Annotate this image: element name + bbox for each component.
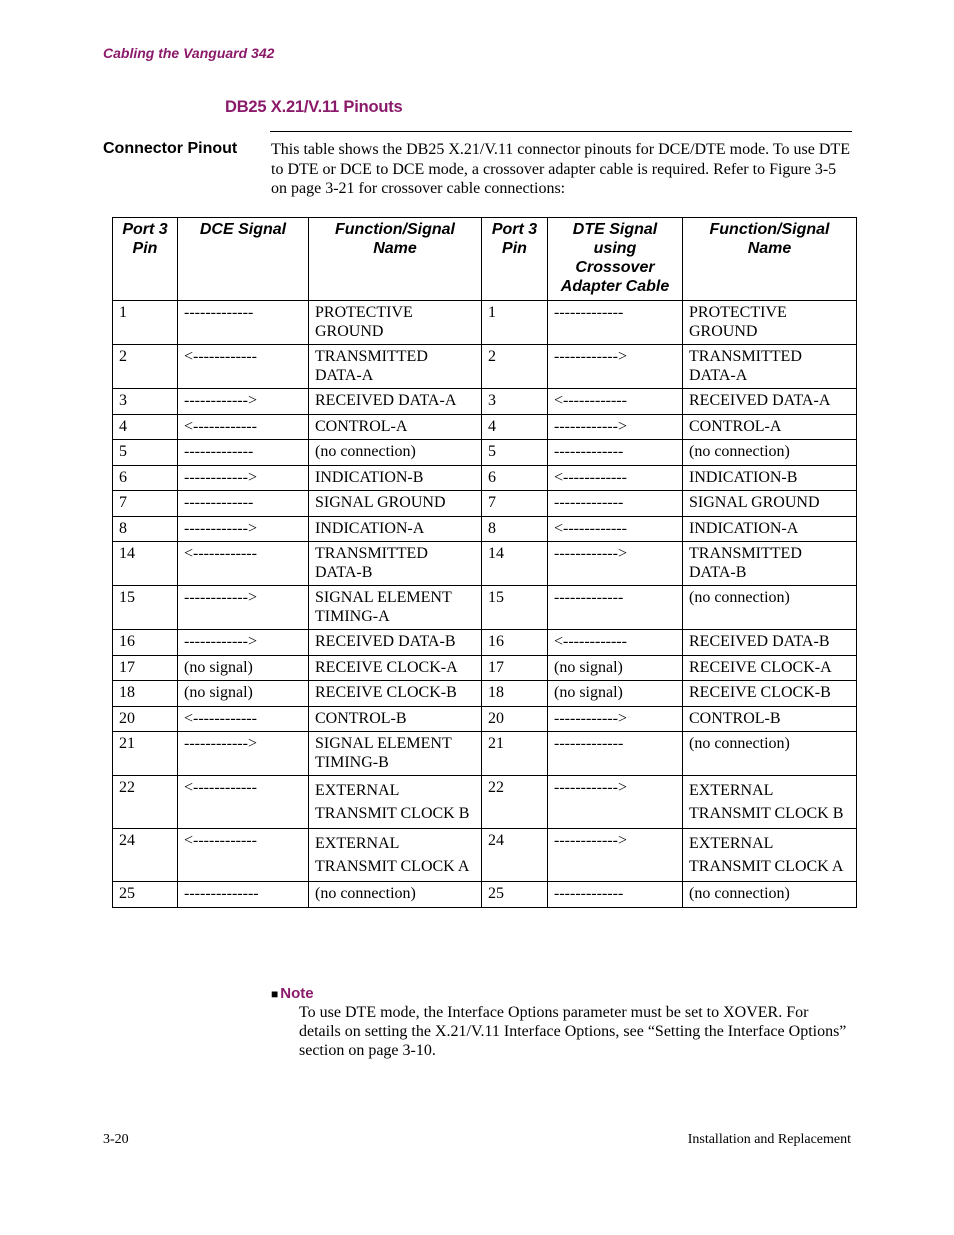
cell-dce-function: CONTROL-B <box>309 706 482 732</box>
cell-dce-function: EXTERNAL TRANSMIT CLOCK A <box>309 829 482 882</box>
cell-dte-pin: 2 <box>482 345 548 389</box>
cell-dte-signal: ------------- <box>548 491 683 517</box>
cell-dte-signal: <------------ <box>548 389 683 415</box>
cell-dce-pin: 3 <box>113 389 178 415</box>
table-row <box>113 776 857 829</box>
cell-dte-pin: 15 <box>482 586 548 630</box>
cell-dce-signal: (no signal) <box>178 681 309 707</box>
section-divider <box>270 131 852 132</box>
cell-dte-signal: ------------> <box>548 829 683 882</box>
table-row <box>113 829 857 882</box>
table-row <box>113 465 857 491</box>
cell-dce-pin: 1 <box>113 301 178 345</box>
table-row <box>113 542 857 586</box>
cell-dte-function: TRANSMITTED DATA-A <box>683 345 857 389</box>
cell-dce-function: RECEIVE CLOCK-B <box>309 681 482 707</box>
cell-dce-function: EXTERNAL TRANSMIT CLOCK B <box>309 776 482 829</box>
cell-dce-signal: <------------ <box>178 414 309 440</box>
table-row <box>113 389 857 415</box>
note-heading: ■ Note <box>271 985 314 1002</box>
cell-dce-function: INDICATION-A <box>309 516 482 542</box>
cell-dce-signal: ------------- <box>178 440 309 466</box>
cell-dte-pin: 20 <box>482 706 548 732</box>
table-row <box>113 491 857 517</box>
cell-dte-function: CONTROL-B <box>683 706 857 732</box>
table-row <box>113 516 857 542</box>
cell-dce-signal: ------------> <box>178 389 309 415</box>
cell-dte-pin: 21 <box>482 732 548 776</box>
cell-dte-pin: 3 <box>482 389 548 415</box>
cell-dte-pin: 1 <box>482 301 548 345</box>
side-heading: Connector Pinout <box>103 140 238 157</box>
cell-dce-function: INDICATION-B <box>309 465 482 491</box>
table-row <box>113 630 857 656</box>
table-row <box>113 655 857 681</box>
cell-dte-function: EXTERNAL TRANSMIT CLOCK A <box>683 829 857 882</box>
cell-dte-signal: ------------- <box>548 882 683 908</box>
cell-dte-function: TRANSMITTED DATA-B <box>683 542 857 586</box>
cell-dte-signal: <------------ <box>548 516 683 542</box>
cell-dte-function: RECEIVED DATA-A <box>683 389 857 415</box>
cell-dce-function: TRANSMITTED DATA-A <box>309 345 482 389</box>
cell-dte-function: RECEIVE CLOCK-B <box>683 681 857 707</box>
cell-dte-function: EXTERNAL TRANSMIT CLOCK B <box>683 776 857 829</box>
cell-dce-signal: <------------ <box>178 542 309 586</box>
cell-dce-signal: <------------ <box>178 345 309 389</box>
cell-dce-pin: 4 <box>113 414 178 440</box>
table-row <box>113 301 857 345</box>
table-row <box>113 414 857 440</box>
cell-dte-signal: ------------> <box>548 414 683 440</box>
table-row <box>113 345 857 389</box>
cell-dce-signal: ------------> <box>178 465 309 491</box>
cell-dte-signal: ------------> <box>548 776 683 829</box>
cell-dce-pin: 24 <box>113 829 178 882</box>
intro-paragraph: This table shows the DB25 X.21/V.11 connector pinouts for DCE/DTE mode. To use DTE to DTE or DCE to DCE mode, a crossover adapter cable is required. Refer to Figure 3-5 on page 3-21 for crossover cable connections: <box>271 141 850 197</box>
cell-dce-pin: 20 <box>113 706 178 732</box>
cell-dce-signal: ------------> <box>178 586 309 630</box>
cell-dce-pin: 25 <box>113 882 178 908</box>
cell-dce-signal: ------------> <box>178 630 309 656</box>
cell-dce-function: RECEIVED DATA-B <box>309 630 482 656</box>
cell-dte-signal: ------------- <box>548 586 683 630</box>
cell-dce-signal: ------------> <box>178 732 309 776</box>
cell-dte-signal: ------------> <box>548 542 683 586</box>
cell-dte-pin: 14 <box>482 542 548 586</box>
cell-dte-signal: (no signal) <box>548 655 683 681</box>
cell-dte-signal: ------------- <box>548 440 683 466</box>
cell-dte-pin: 4 <box>482 414 548 440</box>
table-row <box>113 586 857 630</box>
cell-dce-signal: <------------ <box>178 776 309 829</box>
cell-dce-pin: 18 <box>113 681 178 707</box>
cell-dte-function: (no connection) <box>683 882 857 908</box>
note-square-icon: ■ <box>271 987 279 1001</box>
table-header-row <box>113 218 857 301</box>
cell-dce-function: (no connection) <box>309 440 482 466</box>
table-row <box>113 732 857 776</box>
pinout-table <box>112 217 857 908</box>
cell-dte-pin: 25 <box>482 882 548 908</box>
cell-dte-pin: 5 <box>482 440 548 466</box>
cell-dce-function: CONTROL-A <box>309 414 482 440</box>
cell-dce-function: SIGNAL ELEMENT TIMING-A <box>309 586 482 630</box>
header-function-name: Function/Signal Name <box>683 218 857 301</box>
cell-dte-pin: 6 <box>482 465 548 491</box>
header-dce-signal: DCE Signal <box>178 218 309 301</box>
header-port-pin: Port 3 Pin <box>482 218 548 301</box>
cell-dce-pin: 15 <box>113 586 178 630</box>
cell-dce-signal: ------------> <box>178 516 309 542</box>
header-dte-signal: DTE Signal using Crossover Adapter Cable <box>548 218 683 301</box>
cell-dce-pin: 7 <box>113 491 178 517</box>
cell-dte-function: RECEIVE CLOCK-A <box>683 655 857 681</box>
cell-dce-pin: 17 <box>113 655 178 681</box>
section-title: DB25 X.21/V.11 Pinouts <box>225 98 403 116</box>
cell-dte-pin: 18 <box>482 681 548 707</box>
cell-dte-pin: 8 <box>482 516 548 542</box>
cell-dte-pin: 22 <box>482 776 548 829</box>
cell-dce-signal: (no signal) <box>178 655 309 681</box>
cell-dce-signal: <------------ <box>178 706 309 732</box>
cell-dce-function: (no connection) <box>309 882 482 908</box>
cell-dte-signal: ------------- <box>548 301 683 345</box>
cell-dte-pin: 24 <box>482 829 548 882</box>
cell-dce-function: SIGNAL GROUND <box>309 491 482 517</box>
cell-dte-signal: ------------> <box>548 706 683 732</box>
running-head: Cabling the Vanguard 342 <box>103 45 275 61</box>
table-row <box>113 440 857 466</box>
cell-dte-signal: (no signal) <box>548 681 683 707</box>
cell-dte-pin: 16 <box>482 630 548 656</box>
cell-dce-pin: 2 <box>113 345 178 389</box>
cell-dce-pin: 5 <box>113 440 178 466</box>
table-row <box>113 706 857 732</box>
cell-dce-pin: 21 <box>113 732 178 776</box>
cell-dce-pin: 22 <box>113 776 178 829</box>
note-text: To use DTE mode, the Interface Options parameter must be set to XOVER. For details on setting the X.21/V.11 Interface Options, see “Setting the Interface Options” section on page 3-10. <box>299 1004 847 1059</box>
cell-dce-function: PROTECTIVE GROUND <box>309 301 482 345</box>
cell-dte-function: (no connection) <box>683 586 857 630</box>
cell-dte-function: (no connection) <box>683 732 857 776</box>
cell-dce-pin: 8 <box>113 516 178 542</box>
cell-dce-function: RECEIVE CLOCK-A <box>309 655 482 681</box>
cell-dte-function: CONTROL-A <box>683 414 857 440</box>
cell-dce-signal: <------------ <box>178 829 309 882</box>
footer-chapter: Installation and Replacement <box>687 1132 851 1147</box>
table-row <box>113 681 857 707</box>
cell-dte-signal: ------------> <box>548 345 683 389</box>
cell-dce-pin: 16 <box>113 630 178 656</box>
page-number: 3-20 <box>103 1132 129 1147</box>
cell-dte-signal: ------------- <box>548 732 683 776</box>
cell-dce-function: RECEIVED DATA-A <box>309 389 482 415</box>
cell-dte-pin: 7 <box>482 491 548 517</box>
cell-dte-function: PROTECTIVE GROUND <box>683 301 857 345</box>
cell-dte-function: (no connection) <box>683 440 857 466</box>
table-row <box>113 882 857 908</box>
cell-dce-function: SIGNAL ELEMENT TIMING-B <box>309 732 482 776</box>
cell-dce-pin: 6 <box>113 465 178 491</box>
cell-dce-signal: ------------- <box>178 491 309 517</box>
cell-dte-function: INDICATION-A <box>683 516 857 542</box>
header-function-name: Function/Signal Name <box>309 218 482 301</box>
cell-dce-signal: -------------- <box>178 882 309 908</box>
cell-dte-signal: <------------ <box>548 630 683 656</box>
cell-dte-function: RECEIVED DATA-B <box>683 630 857 656</box>
cell-dce-function: TRANSMITTED DATA-B <box>309 542 482 586</box>
cell-dte-signal: <------------ <box>548 465 683 491</box>
cell-dte-function: SIGNAL GROUND <box>683 491 857 517</box>
cell-dce-signal: ------------- <box>178 301 309 345</box>
header-port-pin: Port 3 Pin <box>113 218 178 301</box>
cell-dce-pin: 14 <box>113 542 178 586</box>
cell-dte-function: INDICATION-B <box>683 465 857 491</box>
cell-dte-pin: 17 <box>482 655 548 681</box>
